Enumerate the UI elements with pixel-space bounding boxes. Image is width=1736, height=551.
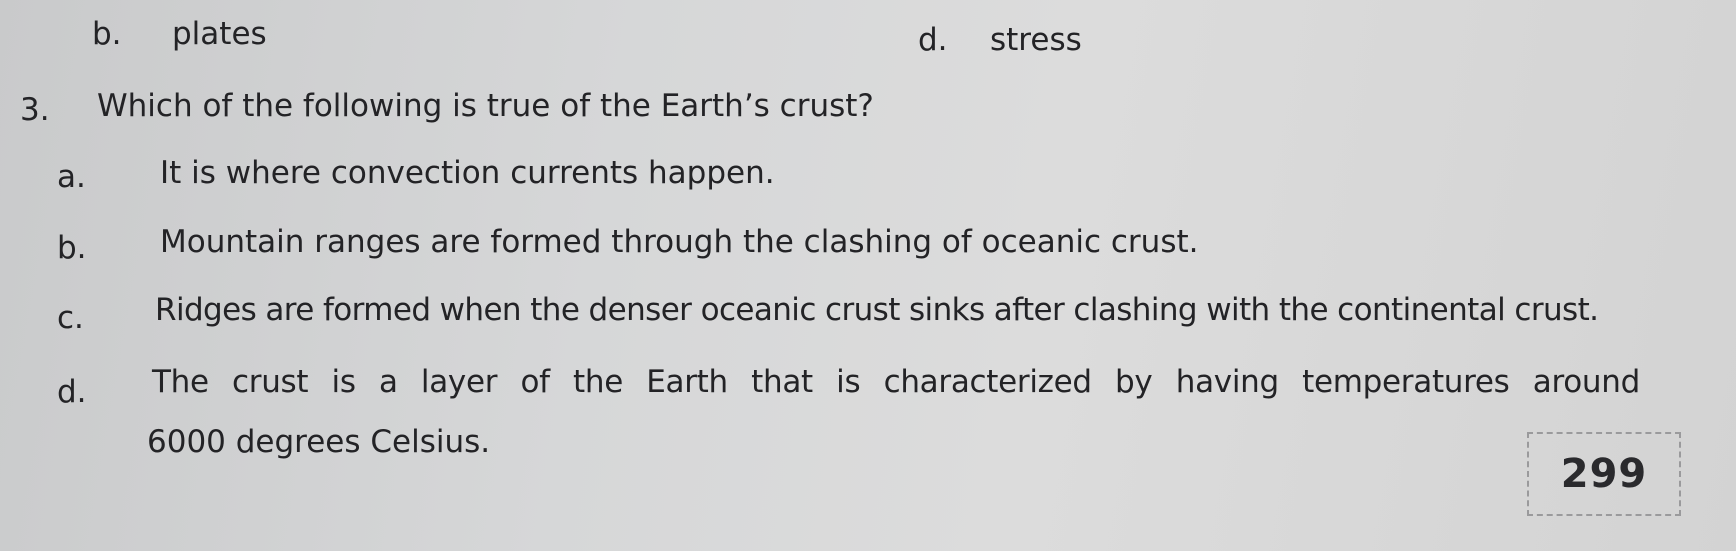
option-a-text: It is where convection currents happen. [160,155,775,191]
option-b-letter: b. [57,230,87,266]
option-b-text: Mountain ranges are formed through the clashing of oceanic crust. [160,224,1199,260]
question-text: Which of the following is true of the Earth’s crust? [97,88,874,124]
page-number: 299 [1560,451,1648,497]
option-d-text-line1: The crust is a layer of the Earth that is characterized by having temperatures around [152,364,1640,400]
question-number: 3. [20,92,50,128]
prev-option-b-text: plates [172,16,267,52]
prev-option-b-letter: b. [92,16,122,52]
option-d-text-line2: 6000 degrees Celsius. [147,424,491,460]
option-c-letter: c. [57,300,84,336]
prev-option-d-text: stress [990,22,1082,58]
option-a-letter: a. [57,159,86,195]
prev-option-d-letter: d. [918,22,948,58]
option-c-text: Ridges are formed when the denser oceanic crust sinks after clashing with the continental crust. [155,292,1599,328]
option-d-letter: d. [57,374,87,410]
page-number-box [1527,432,1681,516]
